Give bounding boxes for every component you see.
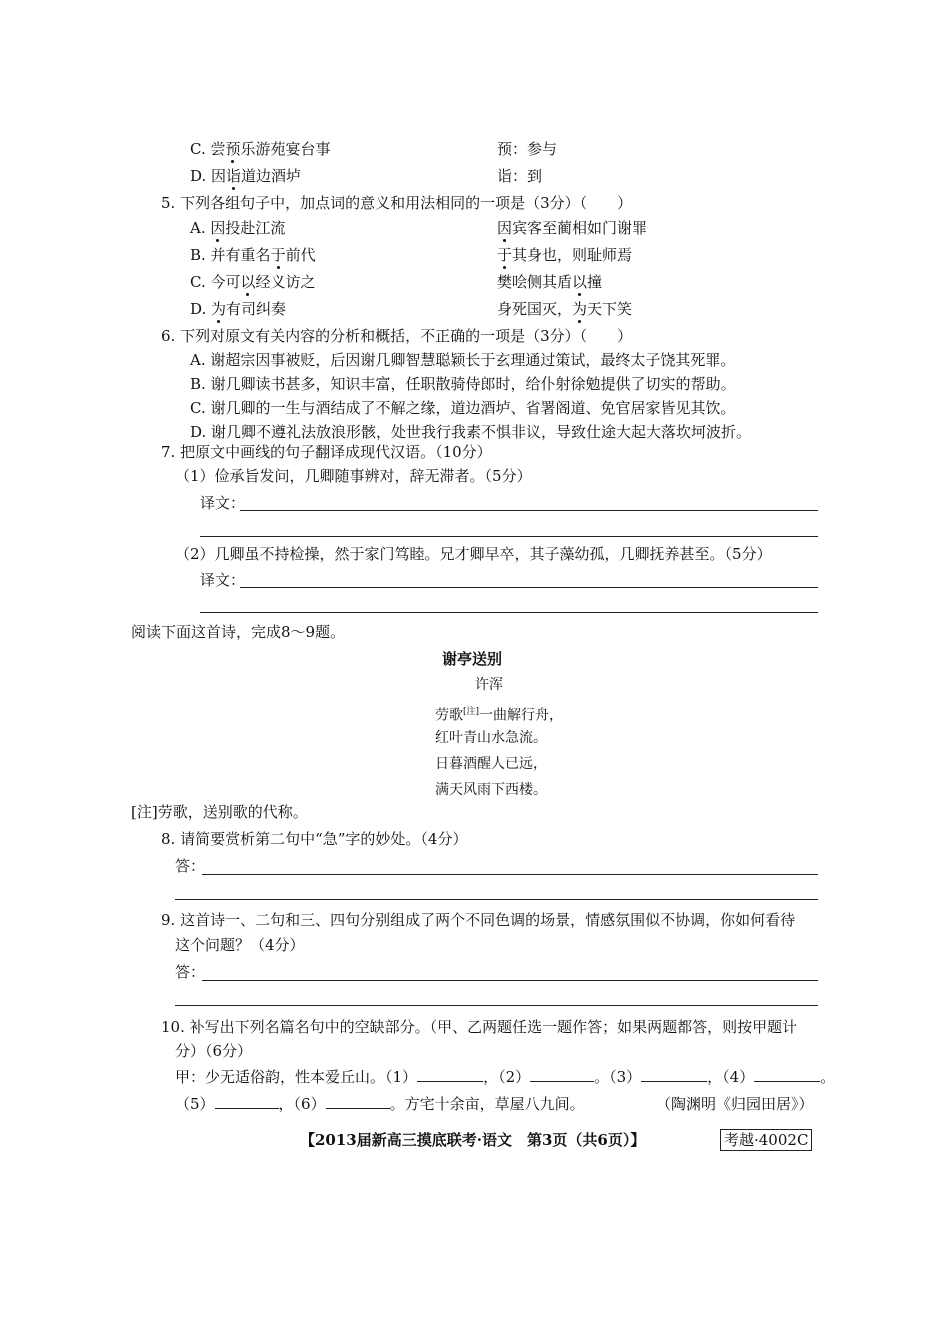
emphasis-dot-char: 因: [497, 219, 513, 237]
reading-intro: 阅读下面这首诗，完成8～9题。: [131, 623, 346, 641]
q10-jia-line: 甲：少无适俗韵，性本爱丘山。（1） ，（2） 。（3） ，（4） 。: [175, 1068, 836, 1086]
emphasis-dot-char: 为: [211, 300, 227, 318]
fill-blank-2[interactable]: [530, 1067, 594, 1082]
q7-sentence-1: （1）俭承旨发问，几卿随事辨对，辞无滞者。（5分）: [175, 467, 532, 485]
emphasis-dot-char: 因: [210, 219, 226, 237]
poem-line-3: 日暮酒醒人已远，: [435, 756, 547, 772]
q10-stem-line-2: 分）（6分）: [175, 1042, 253, 1060]
q5-stem: 5. 下列各组句子中，加点词的意义和用法相同的一项是（3分）（ ）: [161, 194, 633, 212]
answer-line[interactable]: [202, 980, 818, 981]
q6-option-c: C. 谢几卿的一生与酒结成了不解之缘，道边酒垆、省署阁道、免官居家皆见其饮。: [190, 399, 736, 417]
q4-option-c: C. 尝预乐游苑宴台事: [190, 140, 331, 158]
poem-line-2: 红叶青山水急流。: [435, 730, 547, 746]
emphasis-dot-char: 于: [497, 246, 513, 264]
answer-line[interactable]: [200, 612, 818, 613]
emphasis-dot-char: 以: [572, 273, 588, 291]
poem-author: 许浑: [475, 677, 503, 693]
emphasis-dot-char: 预: [225, 140, 241, 158]
q4-gloss-c: 预：参与: [497, 140, 558, 158]
q6-option-b: B. 谢几卿读书甚多，知识丰富，任职散骑侍郎时，给仆射徐勉提供了切实的帮助。: [190, 375, 736, 393]
q9-stem-line-1: 9. 这首诗一、二句和三、四句分别组成了两个不同色调的场景，情感氛围似不协调，你如何看待: [161, 911, 796, 929]
fill-blank-6[interactable]: [326, 1094, 390, 1109]
answer-line[interactable]: [175, 899, 818, 900]
q5-option-b-left: B. 并有重名于前代: [190, 246, 316, 264]
emphasis-dot-char: 以: [240, 273, 256, 291]
fill-blank-5[interactable]: [215, 1094, 279, 1109]
q5-option-a-left: A. 因投赴江流: [190, 219, 286, 237]
poem-line-1: 劳歌[注]一曲解行舟，: [435, 707, 564, 724]
emphasis-dot-char: 诣: [226, 167, 242, 185]
emphasis-dot-char: 为: [572, 300, 588, 318]
poem-title: 谢亭送别: [442, 650, 503, 668]
q5-option-c-right: 樊哙侧其盾以撞: [497, 273, 603, 291]
q7-answer-label-1: 译文：: [200, 494, 246, 512]
answer-line[interactable]: [200, 536, 818, 537]
answer-line[interactable]: [175, 1005, 818, 1006]
q10-source: （陶渊明《归园田居》）: [656, 1095, 814, 1113]
q9-answer-label: 答：: [175, 963, 206, 981]
q7-sentence-2: （2）几卿虽不持检操，然于家门笃睦。兄才卿早卒，其子藻幼孤，几卿抚养甚至。（5分）: [175, 545, 772, 563]
q8-answer-label: 答：: [175, 857, 206, 875]
answer-line[interactable]: [240, 587, 818, 588]
fill-blank-3[interactable]: [641, 1067, 707, 1082]
poem-note: [注]劳歌，送别歌的代称。: [131, 803, 308, 821]
q7-answer-label-2: 译文：: [200, 571, 246, 589]
q6-option-a: A. 谢超宗因事被贬，后因谢几卿智慧聪颖长于玄理通过策试，最终太子饶其死罪。: [190, 351, 736, 369]
q5-option-d-right: 身死国灭，为天下笑: [497, 300, 633, 318]
q10-stem-line-1: 10. 补写出下列名篇名句中的空缺部分。（甲、乙两题任选一题作答；如果两题都答，则按甲题计: [161, 1018, 798, 1036]
q5-option-b-right: 于其身也，则耻师焉: [497, 246, 633, 264]
q5-option-a-right: 因宾客至蔺相如门谢罪: [497, 219, 648, 237]
answer-line[interactable]: [202, 874, 818, 875]
q6-stem: 6. 下列对原文有关内容的分析和概括，不正确的一项是（3分）（ ）: [161, 327, 633, 345]
note-marker: [注]: [463, 707, 480, 717]
q7-stem: 7. 把原文中画线的句子翻译成现代汉语。（10分）: [161, 443, 492, 461]
q5-option-c-left: C. 今可以经义访之: [190, 273, 316, 291]
poem-line-4: 满天风雨下西楼。: [435, 782, 547, 798]
q10-jia-line-2: （5） ，（6） 。方宅十余亩，草屋八九间。: [175, 1095, 585, 1113]
q9-stem-line-2: 这个问题？（4分）: [175, 936, 305, 954]
fill-blank-4[interactable]: [754, 1067, 820, 1082]
emphasis-dot-char: 于: [270, 246, 286, 264]
fill-blank-1[interactable]: [417, 1067, 483, 1082]
q6-option-d: D. 谢几卿不遵礼法放浪形骸，处世我行我素不惧非议，导致仕途大起大落坎坷波折。: [190, 423, 752, 441]
page-footer: 【2013届新高三摸底联考·语文 第3页（共6页）】: [300, 1131, 646, 1149]
q4-option-d: D. 因诣道边酒垆: [190, 167, 302, 185]
q8-stem: 8. 请简要赏析第二句中“急”字的妙处。（4分）: [161, 830, 468, 848]
answer-line[interactable]: [240, 510, 818, 511]
q5-option-d-left: D. 为有司纠奏: [190, 300, 287, 318]
q4-gloss-d: 诣：到: [497, 167, 543, 185]
exam-code-box: 考越·4002C: [720, 1129, 812, 1151]
